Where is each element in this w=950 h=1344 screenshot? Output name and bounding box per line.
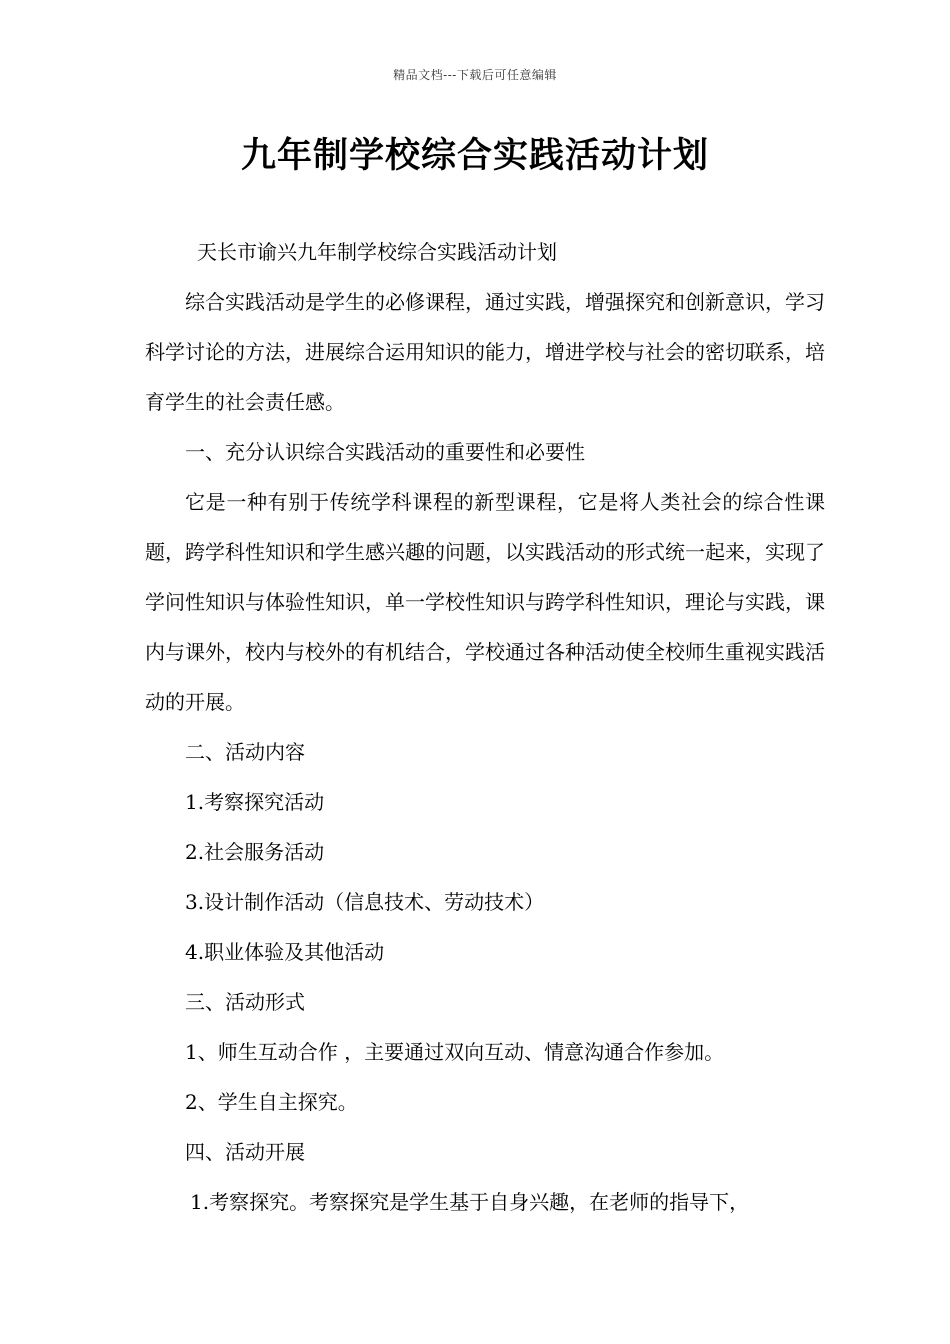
document-body [145, 227, 825, 1227]
list-item: 4.职业体验及其他活动 [185, 940, 385, 964]
document-title: 九年制学校综合实践活动计划 [240, 136, 709, 176]
intro-paragraph: 综合实践活动是学生的必修课程，通过实践，增强探究和创新意识，学习科学讨论的方法，进展综合运用知识的能力，增进学校与社会的密切联系，培育学生的社会责任感。 [145, 290, 825, 414]
section3-heading: 三、活动形式 [185, 990, 305, 1014]
list-item: 2、学生自主探究。 [185, 1090, 358, 1114]
section2-heading: 二、活动内容 [185, 740, 305, 764]
section1-heading: 一、充分认识综合实践活动的重要性和必要性 [185, 440, 585, 464]
list-item: 1.考察探究活动 [185, 790, 325, 814]
list-item: 3.设计制作活动（信息技术、劳动技术） [185, 890, 545, 914]
list-item: 1、师生互动合作 ，主要通过双向互动、情意沟通合作参加。 [185, 1040, 725, 1064]
header-note: 精品文档---下载后可任意编辑 [393, 68, 557, 82]
section1-paragraph: 它是一种有别于传统学科课程的新型课程，它是将人类社会的综合性课题，跨学科性知识和学生感兴趣的问题，以实践活动的形式统一起来，实现了学问性知识与体验性知识，单一学校性知识与跨学科性知识，理论与实践，课内与课外，校内与校外的有机结合，学校通过各种活动使全校师生重视实践活动的开展。 [145, 490, 825, 714]
document-subtitle: 天长市谕兴九年制学校综合实践活动计划 [197, 240, 557, 264]
section4-first-line: 1.考察探究。考察探究是学生基于自身兴趣，在老师的指导下， [190, 1190, 750, 1214]
list-item: 2.社会服务活动 [185, 840, 325, 864]
section4-heading: 四、活动开展 [185, 1140, 305, 1164]
